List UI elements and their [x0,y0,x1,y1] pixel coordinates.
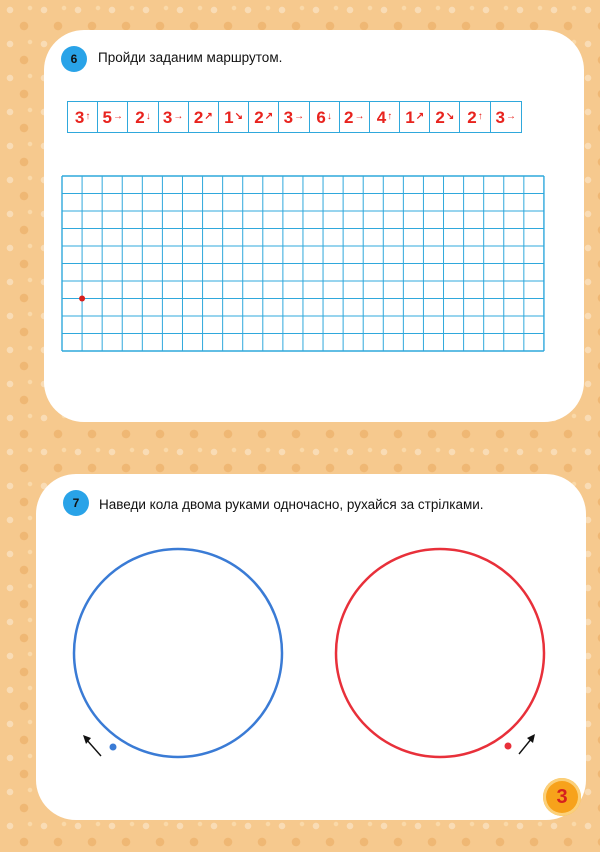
task-6-number-badge: 6 [61,46,87,72]
route-step-count: 3 [495,107,505,127]
route-step-arrow-icon: ↗ [415,111,425,122]
route-step-arrow-icon: ↓ [326,111,332,122]
route-step-arrow-icon: ↓ [145,111,151,122]
route-step-count: 3 [283,107,294,127]
route-step-arrow-icon: → [173,111,184,122]
task-7-instruction: Наведи кола двома руками одночасно, рухайся за стрілками. [99,497,484,512]
route-step-arrow-icon: → [354,111,365,122]
route-step-count: 2 [193,107,204,127]
route-step-arrow-icon: ↗ [204,111,213,122]
route-step-arrow-icon: ↑ [477,111,483,122]
route-step-arrow-icon: ↘ [445,111,455,122]
route-step-count: 1 [405,107,415,127]
route-step-count: 1 [224,107,234,127]
start-dot [79,296,85,302]
route-step-arrow-icon: → [505,111,516,122]
route-step-arrow-icon: ↘ [234,111,243,122]
task-6-instruction: Пройди заданим маршрутом. [98,50,283,65]
route-step-count: 2 [344,107,354,127]
route-step-arrow-icon: → [294,111,305,122]
route-step-count: 6 [316,107,326,127]
route-step-count: 2 [135,107,145,127]
route-step-count: 3 [74,107,85,127]
route-step-count: 2 [467,107,477,127]
trace-circle-right [336,549,544,757]
route-step-arrow-icon: → [113,111,124,122]
route-step-count: 4 [376,107,387,127]
trace-circle-left [74,549,282,757]
route-step-count: 3 [162,107,173,127]
task-7-number-badge: 7 [63,490,89,516]
route-step-count: 5 [102,107,113,127]
page-number-badge: 3 [543,778,581,816]
circle-start-dot-left [110,744,117,751]
circle-start-dot-right [505,743,512,750]
route-step-arrow-icon: ↑ [387,111,393,122]
route-step-count: 2 [254,107,264,127]
route-step-count: 2 [435,107,445,127]
route-step-arrow-icon: ↑ [85,111,91,122]
arrow-icon-left [86,739,101,756]
route-step-arrow-icon: ↗ [264,111,274,122]
